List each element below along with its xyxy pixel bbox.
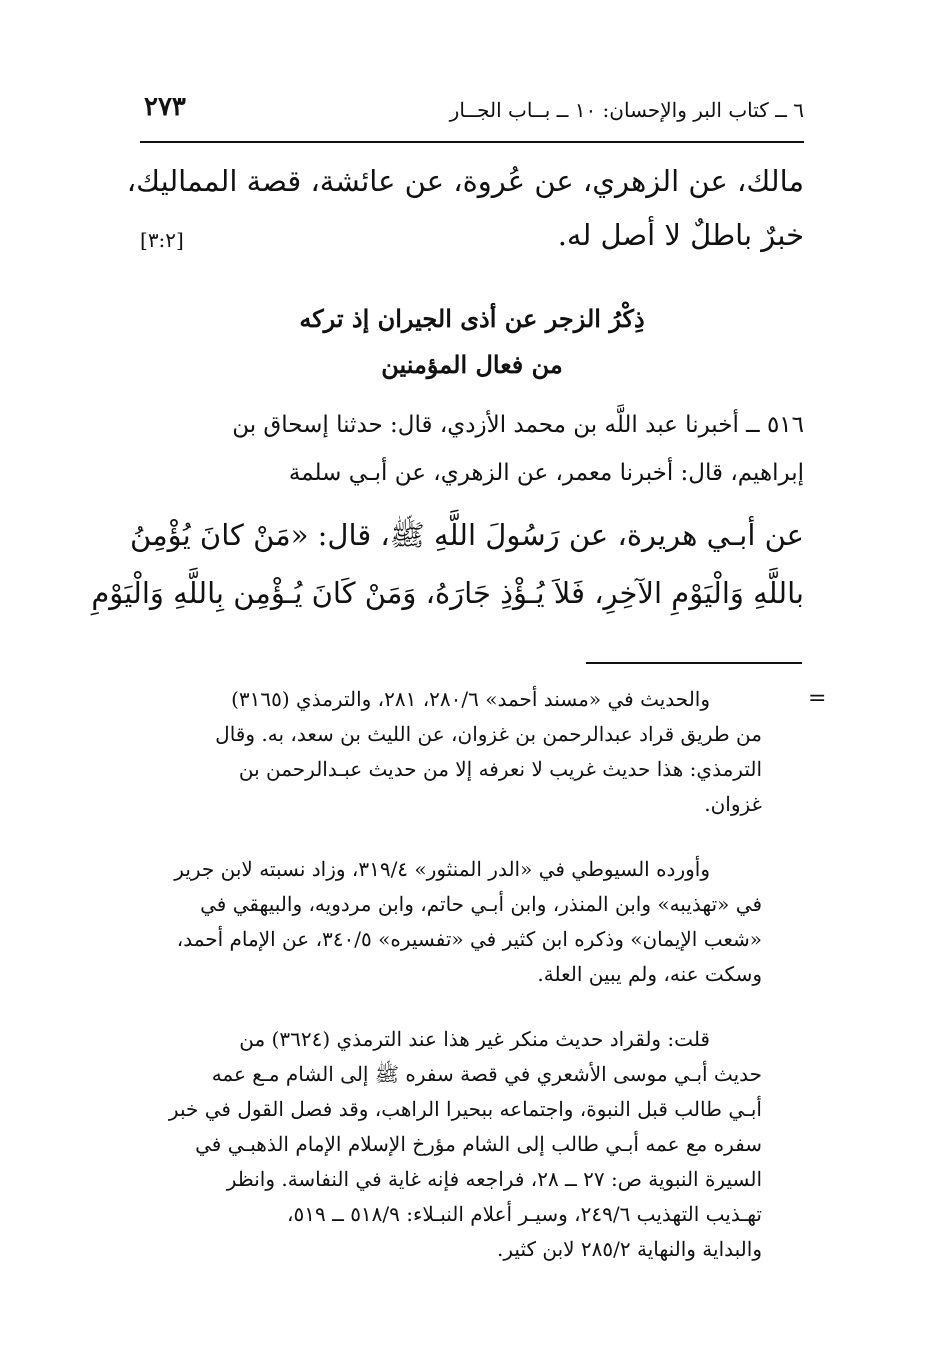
footnote-line: قلت: ولقراد حديث منكر غير هذا عند الترمذي (٣٦٢٤) من <box>239 1027 710 1051</box>
hadith-matn-line-1: عن أبـي هريرة، عن رَسُولَ اللَّهِ ﷺ، قال: «مَنْ كانَ يُؤْمِنُ <box>130 518 804 552</box>
footnote-line: حديث أبـي موسى الأشعري في قصة سفره ﷺ إلى الشام مـع عمه <box>211 1062 762 1086</box>
chapter-heading-line-1: ذِكْرُ الزجر عن أذى الجيران إذ تركه <box>299 304 645 333</box>
footnote-line: والحديث في «مسند أحمد» ٢٨٠/٦، ٢٨١، والترمذي (٣١٦٥) <box>231 687 710 711</box>
footnote-line: سفره مع عمه أبـي طالب إلى الشام مؤرخ الإسلام الإمام الذهبـي في <box>195 1132 762 1156</box>
footnote-paragraph-3 <box>142 1022 762 1267</box>
page-header <box>140 92 804 132</box>
footnote-line: والبداية والنهاية ٢٨٥/٢ لابن كثير. <box>497 1237 762 1261</box>
footnote-continuation-marker: = <box>808 686 827 711</box>
footnote-line: أبـي طالب قبل النبوة، واجتماعه ببحيرا الراهب، وقد فصل القول في خبر <box>168 1097 762 1121</box>
footnote-divider <box>586 662 802 664</box>
footnote-line: السيرة النبوية ص: ٢٧ ــ ٢٨، فراجعه فإنه غاية في النفاسة. وانظر <box>226 1167 762 1191</box>
footnote-line: الترمذي: هذا حديث غريب لا نعرفه إلا من حديث عبـدالرحمن بن <box>238 757 762 781</box>
hadith-isnad-line-2: إبراهيم، قال: أخبرنا معمر، عن الزهري، عن أبـي سلمة <box>288 460 804 486</box>
footnote-line: تهـذيب التهذيب ٢٤٩/٦، وسيـر أعلام النبـلاء: ٥١٨/٩ ــ ٥١٩، <box>287 1202 762 1226</box>
running-title: ٦ ــ كتاب البر والإحسان: ١٠ ــ بــاب الجــار <box>449 98 804 122</box>
footnote-line: وأورده السيوطي في «الدر المنثور» ٣١٩/٤، وزاد نسبته لابن جرير <box>174 857 710 881</box>
footnote-paragraph-1 <box>142 682 762 822</box>
chapter-heading-line-2: من فعال المؤمنين <box>381 350 563 379</box>
hadith-isnad-line-1: ٥١٦ ــ أخبرنا عبد اللَّه بن محمد الأزدي، قال: حدثنا إسحاق بن <box>232 412 804 438</box>
footnote-line: غزوان. <box>704 792 762 816</box>
page-number: ٢٧٣ <box>144 92 186 122</box>
reference-tag: [٣:٢] <box>140 228 184 252</box>
continued-text-line-1: مالك، عن الزهري، عن عُروة، عن عائشة، قصة المماليك، <box>126 164 804 198</box>
footnote-line: وسكت عنه، ولم يبين العلة. <box>537 962 762 986</box>
footnote-line: في «تهذيبه» وابن المنذر، وابن أبـي حاتم، وابن مردويه، والبيهقي في <box>200 892 762 916</box>
footnote-line: من طريق قراد عبدالرحمن بن غزوان، عن الليث بن سعد، به. وقال <box>215 722 762 746</box>
footnote-line: «شعب الإيمان» وذكره ابن كثير في «تفسيره» ٣٤٠/٥، عن الإمام أحمد، <box>176 927 762 951</box>
hadith-matn-line-2: باللَّهِ وَالْيَوْمِ الآخِرِ، فَلاَ يُـؤْذِ جَارَهُ، وَمَنْ كَانَ يُـؤْمِن بِاللَّهِ وَالْيَوْمِ <box>91 576 804 610</box>
header-divider <box>140 141 804 143</box>
continued-text-line-2: خبرٌ باطلٌ لا أصل له. <box>557 218 804 252</box>
footnote-paragraph-2 <box>142 852 762 992</box>
